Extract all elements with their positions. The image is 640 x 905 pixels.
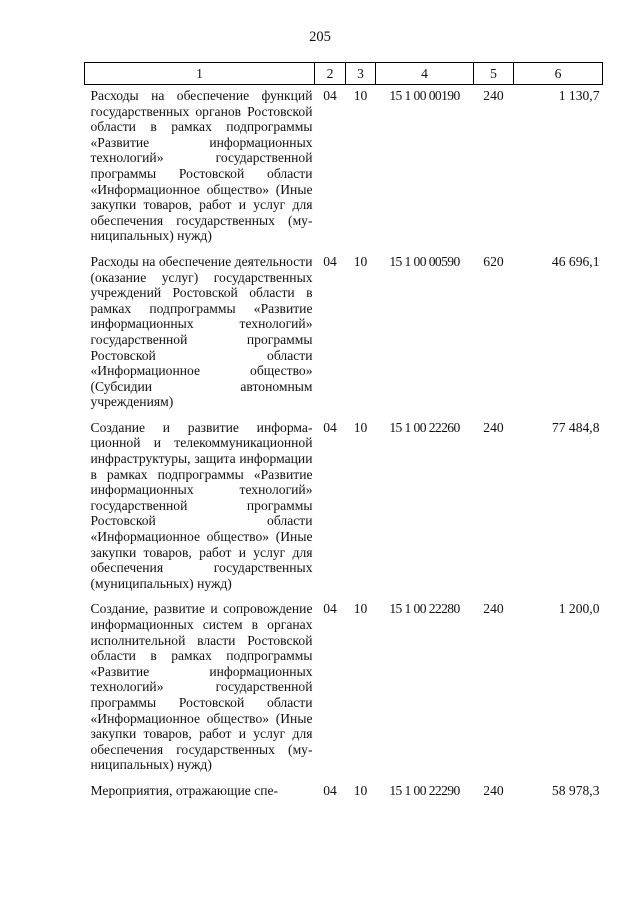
row-target-item: 15 1 00 22260 bbox=[389, 419, 460, 435]
row-description: Расходы на обеспечение функций государственных органов Ростовской области в рамках подпрограммы «Развитие информационных технологий» государственной программы Ростовской области «Информационное общество» (Иные закупки товаров, работ и услуг для обеспечения государственных (муниципальных) нужд) bbox=[90, 88, 313, 244]
row-description: Расходы на обеспечение деятельности (оказание услуг) государственных учреждений Ростовской области в рамках подпрограммы «Развитие информационных технологий» государственной программы Ростовской области «Информационное общество» (Субсидии автономным учреждениям) bbox=[90, 253, 313, 410]
row-expense-type: 240 bbox=[483, 419, 504, 435]
row-expense-type: 620 bbox=[483, 253, 504, 269]
table-row bbox=[85, 780, 603, 806]
row-amount: 1 130,7 bbox=[558, 88, 600, 103]
row-amount: 1 200,0 bbox=[558, 601, 600, 617]
table-header-row bbox=[85, 63, 603, 85]
row-subsection: 10 bbox=[353, 419, 368, 435]
table-row bbox=[85, 417, 603, 599]
row-description: Создание, развитие и сопровождение информационных систем в органах исполнительной власти Ростовской области в рамках подпрограммы «Развитие информационных технологий» государственной программы Ростовской области «Информационное общество» (Иные закупки товаров, работ и услуг для обеспечения государственных (муниципальных) нужд) bbox=[90, 601, 313, 773]
row-subsection: 10 bbox=[353, 253, 368, 269]
row-expense-type: 240 bbox=[483, 782, 504, 798]
table-row bbox=[85, 251, 603, 417]
row-expense-type: 240 bbox=[483, 88, 504, 103]
row-amount: 58 978,3 bbox=[551, 782, 600, 798]
column-header-6: 6 bbox=[514, 63, 603, 85]
row-section: 04 bbox=[323, 88, 337, 103]
row-amount: 46 696,1 bbox=[551, 253, 600, 269]
budget-table bbox=[84, 62, 603, 806]
row-section: 04 bbox=[323, 782, 337, 798]
row-section: 04 bbox=[323, 253, 337, 269]
row-target-item: 15 1 00 00590 bbox=[389, 253, 460, 269]
row-description: Мероприятия, отражающие спе- bbox=[90, 782, 279, 798]
row-section: 04 bbox=[323, 419, 337, 435]
table-row bbox=[85, 598, 603, 780]
column-header-5: 5 bbox=[474, 63, 514, 85]
row-section: 04 bbox=[323, 601, 337, 617]
row-target-item: 15 1 00 22280 bbox=[389, 601, 460, 617]
column-header-3: 3 bbox=[346, 63, 376, 85]
row-amount: 77 484,8 bbox=[551, 419, 600, 435]
row-description: Создание и развитие информационной и телекоммуникационной инфраструктуры, защита информации в рамках подпрограммы «Развитие информационных технологий» государственной программы Ростовской области «Информационное общество» (Иные закупки товаров, работ и услуг для обеспечения государственных (муниципальных) нужд) bbox=[90, 419, 313, 591]
column-header-4: 4 bbox=[376, 63, 474, 85]
row-subsection: 10 bbox=[353, 601, 368, 617]
table-row bbox=[85, 85, 603, 251]
row-expense-type: 240 bbox=[483, 601, 504, 617]
column-header-1: 1 bbox=[85, 63, 315, 85]
row-target-item: 15 1 00 00190 bbox=[389, 88, 460, 103]
page-number: 205 bbox=[309, 29, 331, 45]
row-subsection: 10 bbox=[353, 88, 368, 103]
row-subsection: 10 bbox=[353, 782, 368, 798]
row-target-item: 15 1 00 22290 bbox=[389, 782, 460, 798]
column-header-2: 2 bbox=[315, 63, 346, 85]
